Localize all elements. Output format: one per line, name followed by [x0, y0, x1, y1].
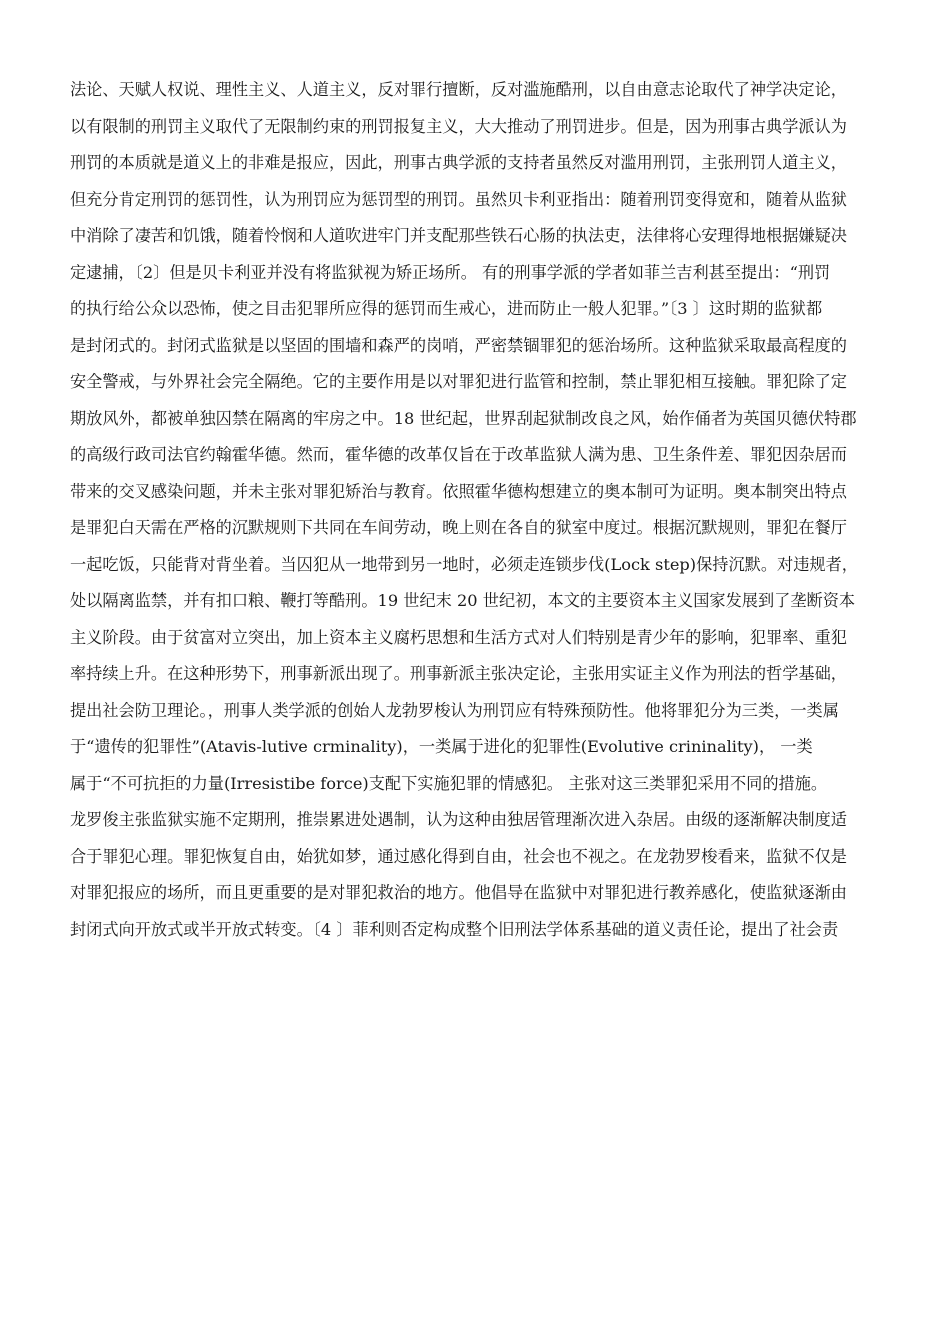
text-line: 率持续上升。在这种形势下，刑事新派出现了。刑事新派主张决定论，主张用实证主义作为刑法的哲学基础，	[70, 664, 847, 683]
text-line: 是封闭式的。封闭式监狱是以坚固的围墙和森严的岗哨，严密禁锢罪犯的惩治场所。这种监狱采取最高程度的	[70, 335, 847, 355]
text-line: 的高级行政司法官约翰霍华德。然而，霍华德的改革仅旨在于改革监狱人满为患、卫生条件差、罪犯因杂居而	[70, 445, 847, 464]
text-line: 是罪犯白天需在严格的沉默规则下共同在车间劳动，晚上则在各自的狱室中度过。根据沉默规则，罪犯在餐厅	[70, 518, 847, 537]
text-line: 带来的交叉感染问题，并未主张对罪犯矫治与教育。依照霍华德构想建立的奥本制可为证明。奥本制突出特点	[70, 481, 847, 501]
text-line: 期放风外，都被单独囚禁在隔离的牢房之中。18 世纪起，世界刮起狱制改良之风，始作俑者为英国贝德伏特郡	[70, 408, 857, 428]
text-line: 的执行给公众以恐怖，使之目击犯罪所应得的惩罚而生戒心，进而防止一般人犯罪。”〔3 〕这时期的监狱都	[70, 299, 823, 318]
text-line: 但充分肯定刑罚的惩罚性，认为刑罚应为惩罚型的刑罚。虽然贝卡利亚指出：随着刑罚变得宽和，随着从监狱	[70, 189, 847, 209]
text-line: 龙罗俊主张监狱实施不定期刑，推崇累进处遇制，认为这种由独居管理渐次进入杂居。由级的逐渐解决制度适	[70, 810, 847, 829]
text-line: 提出社会防卫理论。，刑事人类学派的创始人龙勃罗梭认为刑罚应有特殊预防性。他将罪犯分为三类，一类属	[70, 700, 839, 720]
text-line: 法论、天赋人权说、理性主义、人道主义，反对罪行擅断，反对滥施酷刑，以自由意志论取代了神学决定论，	[70, 80, 847, 99]
text-line: 于“遗传的犯罪性”(Atavis-lutive crminality)，一类属于进化的犯罪性(Evolutive crininality)， 一类	[70, 737, 813, 756]
text-line: 定逮捕，〔2〕但是贝卡利亚并没有将监狱视为矫正场所。 有的刑事学派的学者如菲兰吉利甚至提出：“刑罚	[70, 262, 831, 282]
text-line: 中消除了凄苦和饥饿，随着怜悯和人道吹进牢门并支配那些铁石心肠的执法吏，法律将心安理得地根据嫌疑决	[70, 226, 847, 245]
text-line: 一起吃饭，只能背对背坐着。当囚犯从一地带到另一地时，必须走连锁步伐(Lock step)保持沉默。对违规者，	[70, 554, 858, 574]
text-line: 安全警戒，与外界社会完全隔绝。它的主要作用是以对罪犯进行监管和控制，禁止罪犯相互接触。罪犯除了定	[70, 372, 847, 391]
text-line: 以有限制的刑罚主义取代了无限制约束的刑罚报复主义，大大推动了刑罚进步。但是，因为刑事古典学派认为	[70, 116, 847, 136]
text-line: 主义阶段。由于贫富对立突出，加上资本主义腐朽思想和生活方式对人们特别是青少年的影响，犯罪率、重犯	[70, 627, 847, 647]
text-line: 属于“不可抗拒的力量(Irresistibe force)支配下实施犯罪的情感犯。 主张对这三类罪犯采用不同的措施。	[70, 773, 828, 793]
text-line: 处以隔离监禁，并有扣口粮、鞭打等酷刑。19 世纪末 20 世纪初，本文的主要资本主义国家发展到了垄断资本	[70, 591, 856, 610]
text-line: 封闭式向开放式或半开放式转变。〔4 〕菲利则否定构成整个旧刑法学体系基础的道义责任论，提出了社会责	[70, 919, 839, 939]
text-line: 对罪犯报应的场所，而且更重要的是对罪犯救治的地方。他倡导在监狱中对罪犯进行教养感化，使监狱逐渐由	[70, 883, 847, 902]
text-line: 合于罪犯心理。罪犯恢复自由，始犹如梦，通过感化得到自由，社会也不视之。在龙勃罗梭看来，监狱不仅是	[70, 846, 847, 866]
text-line: 刑罚的本质就是道义上的非难是报应，因此，刑事古典学派的支持者虽然反对滥用刑罚，主张刑罚人道主义，	[70, 153, 847, 172]
body-text	[70, 72, 876, 948]
